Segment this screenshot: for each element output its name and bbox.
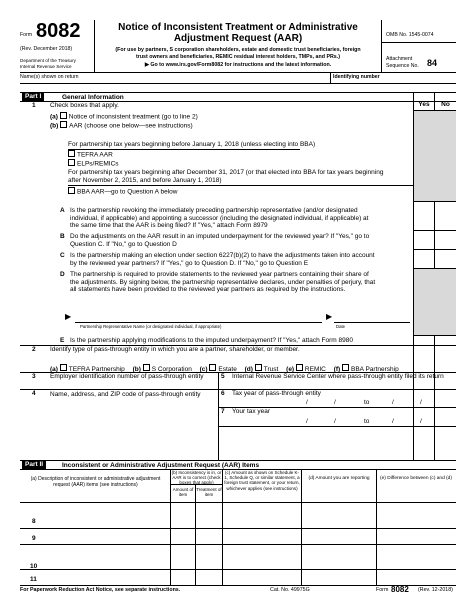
row-8-number: 8 xyxy=(32,518,36,525)
question-e-text: Is the partnership applying modifications to the imputed underpayment? If "Yes," attach Form 8980 xyxy=(70,337,353,344)
checkbox-trust[interactable] xyxy=(255,364,262,371)
question-b-no[interactable] xyxy=(435,240,456,249)
entity-option-b[interactable]: (b) S Corporation xyxy=(132,365,192,373)
entity-name-address-input[interactable] xyxy=(50,400,215,458)
part2-title: Inconsistent or Administrative Adjustment Request (AAR) Items xyxy=(62,462,260,469)
form-subtitle-2: trust owners and beneficiaries, REMIC residual interest holders, TMPs, and PRs.) xyxy=(136,54,340,60)
your-tax-year-input[interactable] xyxy=(280,416,456,425)
question-a-no[interactable] xyxy=(435,222,456,230)
line-5-label: Internal Revenue Service Center where pass-through entity filed its return xyxy=(232,373,444,380)
line-1b[interactable]: (b) AAR (choose one below—see instructions) xyxy=(50,122,193,130)
after-bba-line2: after November 2, 2015, and before January 1, 2018) xyxy=(68,177,222,184)
line-1a[interactable]: (a) Notice of inconsistent treatment (go to line 2) xyxy=(50,113,198,121)
checkbox-estate[interactable] xyxy=(209,364,216,371)
date-label: Date xyxy=(336,324,346,329)
question-b-text: Do the adjustments on the AAR result in an imputed underpayment for the reviewed year? If "Yes," go to Question C. If "No," go to Question D xyxy=(70,233,370,248)
col-c-header: (c) Amount as shown on Schedule K-1, Schedule Q, or similar statement, a foreign trust statement, or your return, whichever applies (see instructions) xyxy=(224,470,300,491)
question-a-text: Is the partnership revoking the immediately preceding partnership representative (and/or designated individual, if applicable) and appointing a successor (including the designated individual, if applicable) at the same time that the AAR is being filed? If "Yes," attach Form 8979 xyxy=(70,207,369,230)
form-8082-page: Form 8082 (Rev. December 2018) Department of the Treasury Internal Revenue Service Notice of Inconsistent Treatment or Administrative Adjustment Request (AAR) (For use by partners, S corporation shareholders, estate and domestic trust beneficiaries, foreign trust owners and beneficiaries, REMIC residual interest holders, TMPs, and PRs.) ▶ Go to www.irs.gov/Form8082 for instructions and the latest information. OMB No. 1545-0074 Attachment Sequence No. 84 Name(s) shown on return Identifying number Part I General Information Yes No 1 Check boxes that apply. (a) Notice of inconsistent treatment (go to line 2) (b) AAR (choose one below—see instructions) For partnership tax years beginning before January 1, 2018 (unless electing into BBA) TEFRA AAR ELPs/REMICs For partnership tax years beginning after December 31, 2017 (or that elected into BBA for tax years beginning after November 2, 2015, and before January 1, 2018) BBA AAR—go to Question A below A Is the partnership revoking the immediately preceding partnership representative (and/or designated individual, if applicable) and appointing a successor (including the designated individual, if applicable) at the same time that the AAR is being filed? If "Yes," attach Form 8979 B Do the adjustments on the AAR result in an imputed underpayment for the reviewed year? If "Yes," go to Question C. If "No," go to Question D C Is the partnership making an election under section 6227(b)(2) to have the adjustments taken into account by the reviewed year partners? If "Yes," go to Question D. If "No," go to Question E D The partnership is required to provide statements to the reviewed year partners containing their share of the adjustments. By signing below, the partnership representative declares, under penalties of perjury, that all statements have been provided to the reviewed year partners as required by the instructions. ▶ Partnership Representative Name (or designated individual, if appropriate) ▶ Date E Is the partnership applying modifications to the imputed underpayment? If "Yes," attach Form 8980 2 Identify type of pass-through entity in which you are a partner, shareholder, or member. (a) TEFRA Partnership (b) S Corporation (c) Estate (d) Trust (e) REMIC (f) BBA Partnership 3 Employer identification number of pass-through entity 5 Internal Revenue Service Center where pass-through entity filed its return 4 Name, address, and ZIP code of pass-through entity 6 Tax year of pass-through entity / / to / / 7 Your tax year / / to / / Part II Inconsistent or Administrative Adjustment Request (AAR) Items (a) Description of inconsistent or administrative adjustment request (AAR) items (see instructions) (b) Inconsistency is in, or AAR is to correct (check boxes that apply) Amount of item Treatment of item (c) Amount as shown on Schedule K-1, Schedule Q, or similar statement, a foreign trust statement, or your return, whichever applies (see instructions) (d) Amount you are reporting (e) Difference between (c) and (d) 8 9 10 11 For Paperwork Reduction Act Notice, see separate instructions. Cat. No. 49975G Form 8082 (Rev. 12-2018) xyxy=(0,0,474,613)
line-6-to: to xyxy=(364,399,370,406)
line-7-to: to xyxy=(364,418,370,425)
entity-option-d[interactable]: (d) Trust xyxy=(244,365,279,373)
checkbox-1a[interactable] xyxy=(60,112,67,119)
line-1-text: Check boxes that apply. xyxy=(50,102,119,109)
paperwork-notice: For Paperwork Reduction Act Notice, see separate instructions. xyxy=(20,587,181,593)
checkbox-tefra-aar[interactable] xyxy=(68,150,75,157)
form-word: Form xyxy=(20,32,33,38)
line-1-number: 1 xyxy=(32,102,36,109)
irs: Internal Revenue Service xyxy=(20,64,72,69)
after-bba-line1: For partnership tax years beginning after December 31, 2017 (or that elected into BBA for tax years beginning xyxy=(68,169,384,176)
form-number: 8082 xyxy=(36,20,81,42)
catalog-number: Cat. No. 49975G xyxy=(270,587,310,593)
question-c-yes[interactable] xyxy=(414,259,434,268)
question-e-no[interactable] xyxy=(435,336,456,344)
department: Department of the Treasury xyxy=(20,58,76,63)
part2-label: Part II xyxy=(22,461,46,469)
entity-option-a[interactable]: (a) TEFRA Partnership xyxy=(50,365,125,373)
sequence-label: Sequence No. xyxy=(386,63,419,69)
checkbox-s-corporation[interactable] xyxy=(143,364,150,371)
question-a-yes[interactable] xyxy=(414,222,434,230)
part1-title: General Information xyxy=(62,94,124,101)
col-b1-header: Amount of item xyxy=(172,487,194,498)
ein-input[interactable] xyxy=(50,381,215,388)
checkbox-bba-partnership[interactable] xyxy=(342,364,349,371)
row-9-number: 9 xyxy=(32,535,36,542)
line-7-label: Your tax year xyxy=(232,408,271,415)
tefra-aar-option[interactable]: TEFRA AAR xyxy=(68,150,113,159)
attachment-label: Attachment xyxy=(386,56,413,62)
yes-column-header: Yes xyxy=(418,101,430,108)
question-c-no[interactable] xyxy=(435,259,456,268)
date-arrow-icon: ▶ xyxy=(326,312,333,321)
form-subtitle-3: ▶ Go to www.irs.gov/Form8082 for instructions and the latest information. xyxy=(144,62,332,68)
no-column-header: No xyxy=(441,101,450,108)
form-title-line2: Adjustment Request (AAR) xyxy=(173,33,303,44)
entity-option-c[interactable]: (c) Estate xyxy=(199,365,237,373)
question-b-yes[interactable] xyxy=(414,240,434,249)
col-e-header: (e) Difference between (c) and (d) xyxy=(380,476,452,481)
footer-form-number: 8082 xyxy=(391,585,409,594)
checkbox-1b[interactable] xyxy=(60,121,67,128)
identifying-number-label: Identifying number xyxy=(333,74,380,80)
form-title-line1: Notice of Inconsistent Treatment or Administrative xyxy=(118,22,358,33)
omb-number: OMB No. 1545-0074 xyxy=(386,32,434,38)
row-10-number: 10 xyxy=(30,563,38,570)
checkbox-remic[interactable] xyxy=(296,364,303,371)
signature-date-field[interactable] xyxy=(334,306,410,322)
footer-revision: (Rev. 12-2018) xyxy=(418,587,453,593)
table-row[interactable] xyxy=(40,503,456,529)
entity-tax-year-input[interactable] xyxy=(280,398,456,406)
entity-option-f[interactable]: (f) BBA Partnership xyxy=(333,365,399,373)
bba-aar-option[interactable]: BBA AAR—go to Question A below xyxy=(68,187,177,196)
partnership-representative-signature-field[interactable] xyxy=(70,306,322,322)
part1-label: Part I xyxy=(22,93,44,101)
irs-center-input[interactable] xyxy=(232,381,454,388)
col-b-header: (b) Inconsistency is in, or AAR is to correct (check boxes that apply) xyxy=(171,470,222,486)
checkbox-elps[interactable] xyxy=(68,159,75,166)
question-c-text: Is the partnership making an election under section 6227(b)(2) to have the adjustments taken into account by the reviewed year partners? If "Yes," go to Question D. If "No," go to Question E xyxy=(70,252,375,267)
footer-form-word: Form xyxy=(376,587,389,593)
table-row[interactable] xyxy=(40,570,456,585)
checkbox-bba-aar[interactable] xyxy=(68,187,75,194)
names-shown-label: Name(s) shown on return xyxy=(20,74,79,80)
table-row[interactable] xyxy=(40,545,456,569)
col-d-header: (d) Amount you are reporting xyxy=(308,476,370,481)
revision-date: (Rev. December 2018) xyxy=(20,46,73,52)
question-d-text: The partnership is required to provide statements to the reviewed year partners containing their share of the adjustments. By signing below, the partnership representative declares, under penalties of perjury, that all statements have been provided to the reviewed year partners as required by the instructions. xyxy=(70,271,376,294)
arrow-icon: ▶ xyxy=(65,312,72,321)
entity-option-e[interactable]: (e) REMIC xyxy=(286,365,326,373)
form-subtitle-1: (For use by partners, S corporation shareholders, estate and domestic trust beneficiaries, foreign xyxy=(115,47,361,53)
line-2-text: Identify type of pass-through entity in which you are a partner, shareholder, or member. xyxy=(50,346,300,353)
col-a-header: (a) Description of inconsistent or administrative adjustment request (AAR) items (see instructions) xyxy=(30,476,161,488)
checkbox-tefra-partnership[interactable] xyxy=(60,364,67,371)
line-4-label: Name, address, and ZIP code of pass-through entity xyxy=(50,391,201,398)
before-bba-text: For partnership tax years beginning before January 1, 2018 (unless electing into BBA) xyxy=(68,141,316,148)
sequence-number: 84 xyxy=(427,58,438,68)
row-11-number: 11 xyxy=(30,576,37,583)
elps-option[interactable]: ELPs/REMICs xyxy=(68,159,119,168)
signature-label: Partnership Representative Name (or designated individual, if appropriate) xyxy=(80,324,222,329)
line-3-label: Employer identification number of pass-through entity xyxy=(50,373,204,380)
col-b2-header: Treatment of item xyxy=(196,487,222,498)
question-e-yes[interactable] xyxy=(414,336,434,344)
table-row[interactable] xyxy=(40,529,456,544)
line-6-label: Tax year of pass-through entity xyxy=(232,390,321,397)
